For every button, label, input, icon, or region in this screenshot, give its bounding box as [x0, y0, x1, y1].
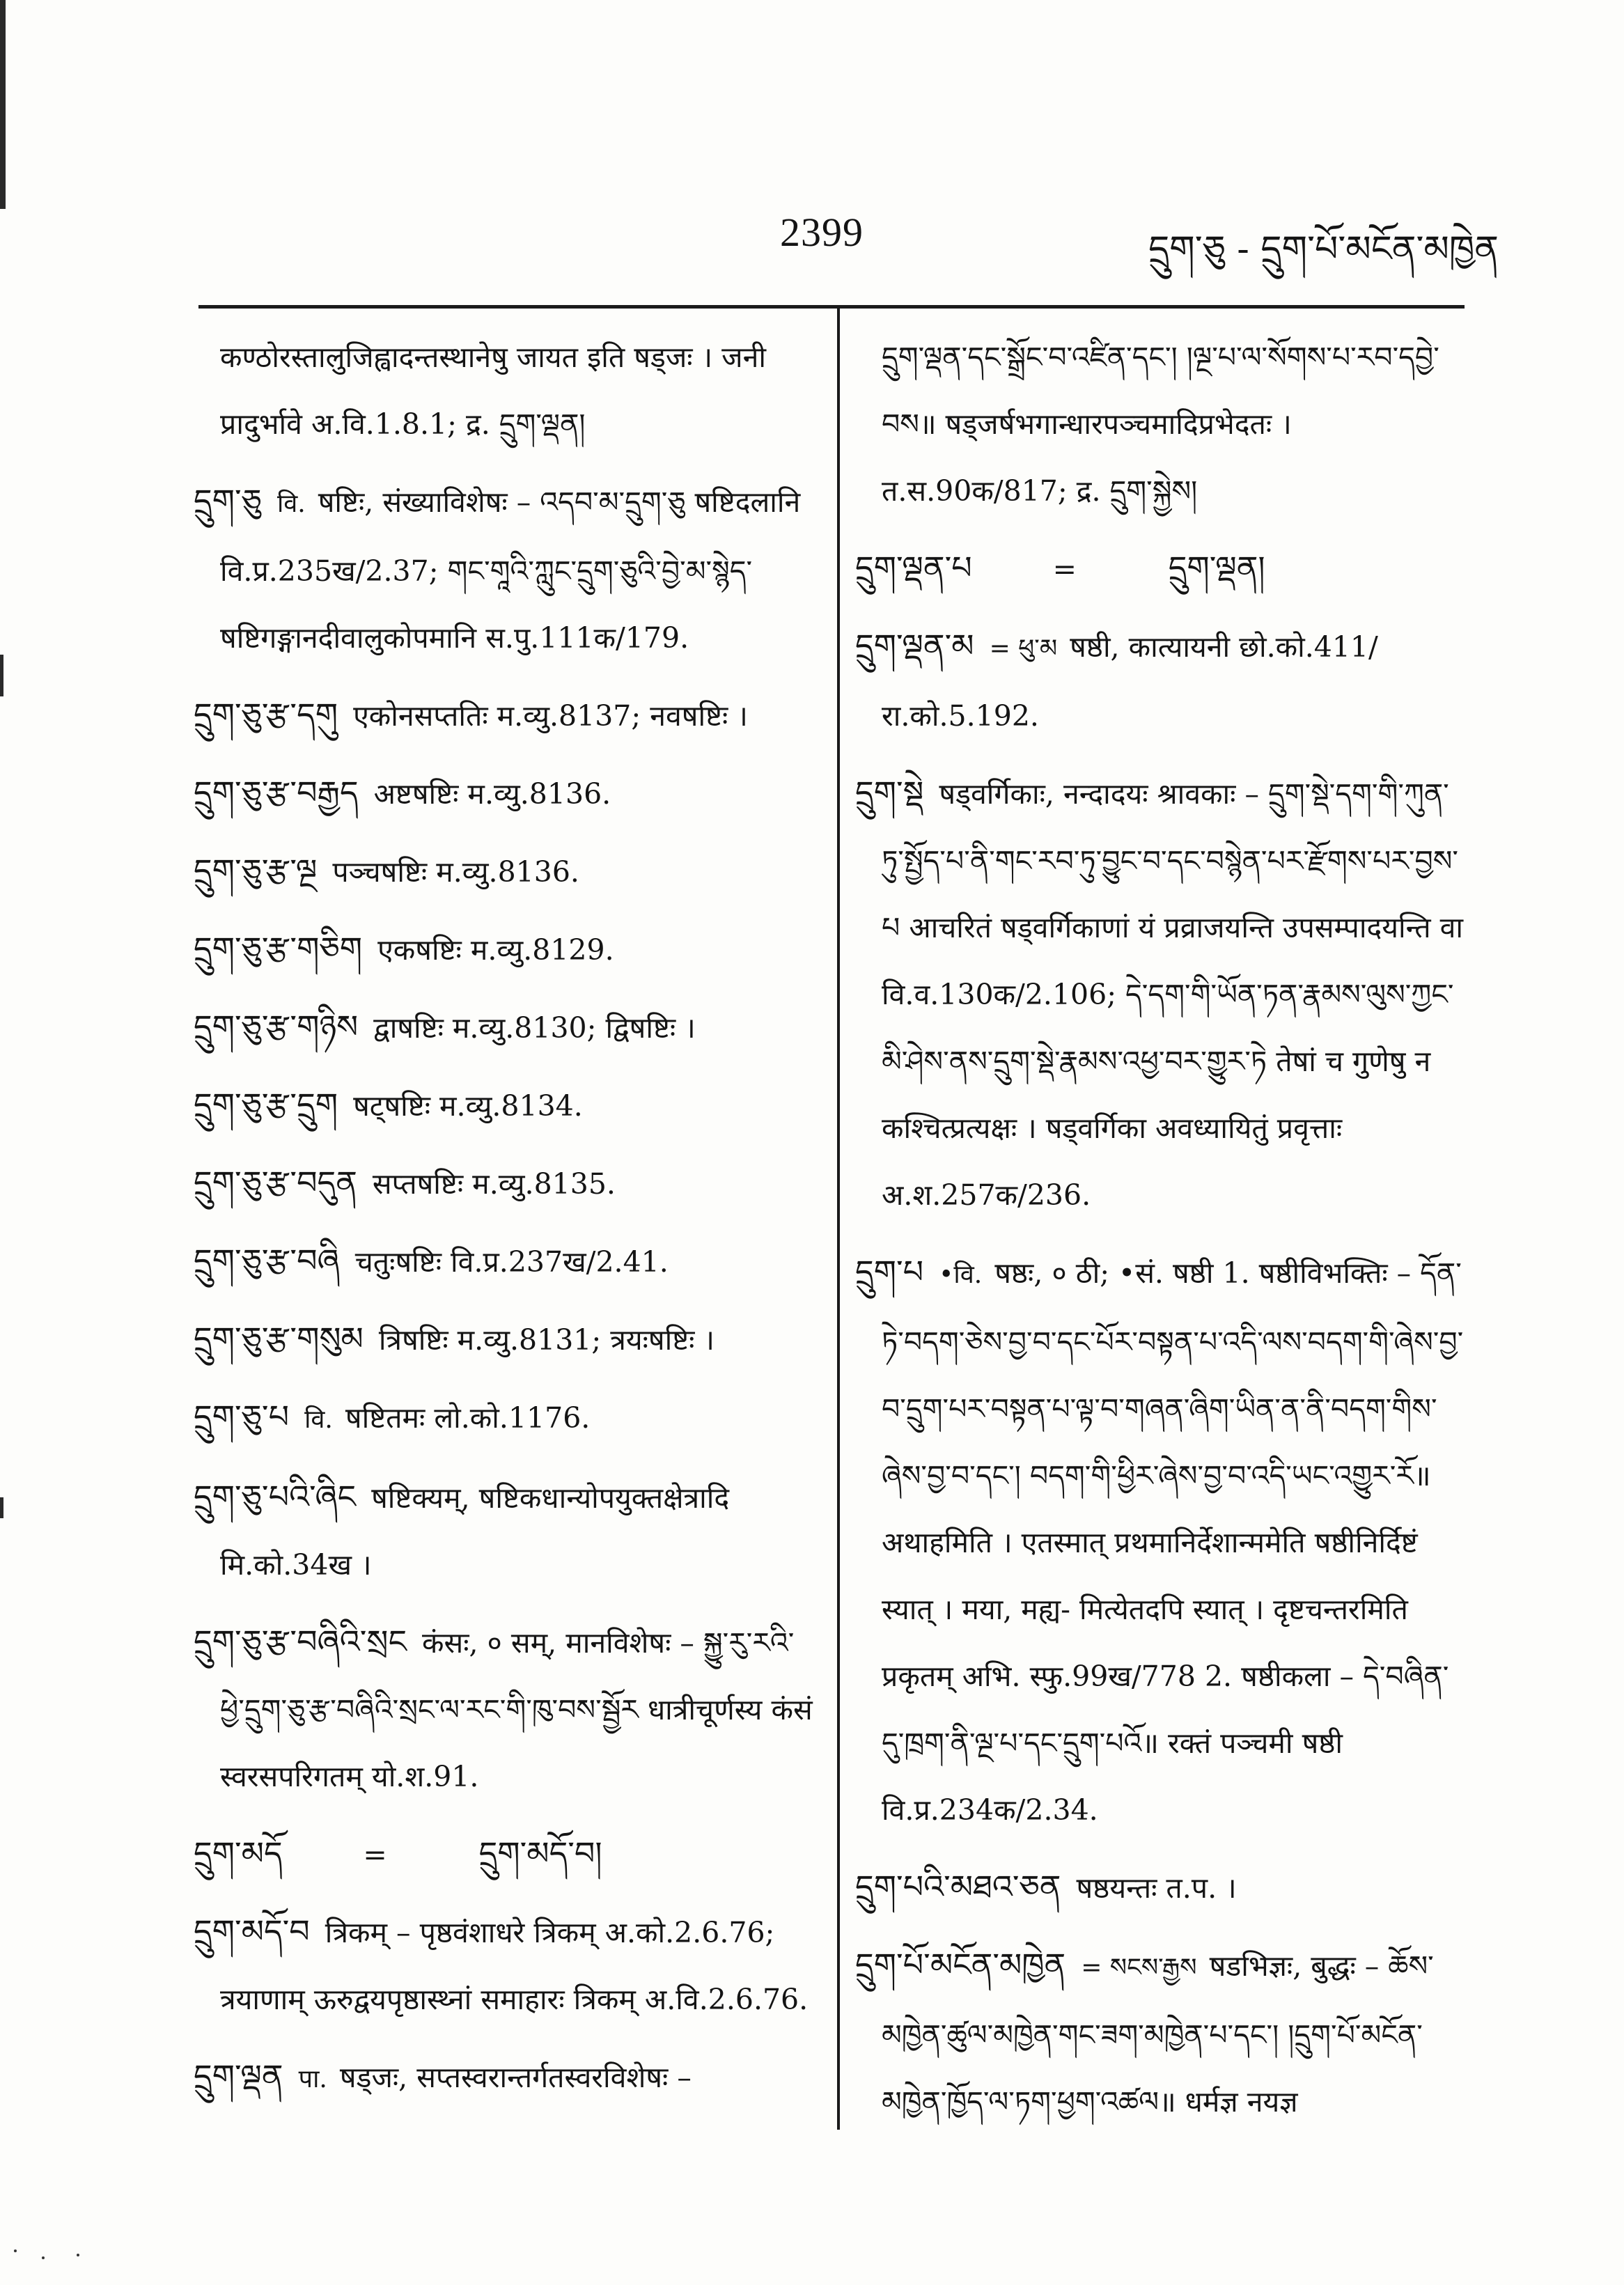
entry-definition: एकषष्टिः म.व्यु.8129. [377, 933, 614, 967]
dictionary-entry [194, 915, 813, 983]
dictionary-entry [855, 612, 1468, 749]
headword: དྲུག་པོ་མངོན་མཁྱེན [855, 1946, 1066, 1983]
dictionary-entry [194, 1463, 813, 1598]
entry-continuation: कण्ठोरस्तालुजिह्वादन्तस्थानेषु जायत इति षड्जः । जनी प्रादुर्भावे अ.वि.1.8.1; द्र. དྲུག་ལྡན། [220, 341, 766, 441]
headword: དྲུག་ཅུ་རྩ་གཉིས [194, 1008, 359, 1045]
headword: དྲུག་ལྡན་པ [855, 549, 972, 586]
headword: དྲུག་པ [855, 1253, 924, 1290]
headword: དྲུག་ཅུ་རྩ་བཞིའི་སྲང [194, 1623, 407, 1660]
headword: དྲུག་ལྡན [194, 2057, 283, 2095]
headword: དྲུག་ཅུ་རྩ་དྲུག [194, 1086, 338, 1123]
entry-definition: एकोनसप्ततिः म.व्यु.8137; नवषष्टिः । [353, 699, 748, 733]
entry-definition: सप्तषष्टिः म.व्यु.8135. [372, 1167, 616, 1201]
entry-definition: षष्ठयन्तः त.प. । [1076, 1871, 1237, 1905]
entry-definition: षड्जः, सप्तस्वरान्तर्गतस्वरविशेषः – [339, 2061, 692, 2094]
headword: དྲུག་ཅུ་པ [194, 1398, 290, 1435]
dictionary-entry [855, 759, 1468, 1229]
scan-edge-mark [0, 0, 6, 209]
right-column [855, 324, 1468, 2201]
headword: དྲུག་ཅུ་རྩ་དགུ [194, 696, 338, 733]
entry-definition: षट्षष्टिः म.व्यु.8134. [353, 1089, 583, 1123]
dictionary-entry [194, 1608, 813, 1810]
dictionary-entry [194, 759, 813, 827]
dictionary-entry [194, 1383, 813, 1453]
headword: དྲུག་ཅུ་རྩ་གསུམ [194, 1320, 364, 1357]
dictionary-entry [194, 1305, 813, 1373]
headword: དྲུག་ལྡན་མ [855, 627, 974, 664]
scan-edge-mark [0, 655, 3, 696]
dictionary-entry [855, 1853, 1468, 1921]
scan-speck [42, 2256, 45, 2259]
entry-definition: चतुःषष्टिः वि.प्र.237ख/2.41. [354, 1245, 669, 1279]
headword: དྲུག་པའི་མཐའ་ཅན [855, 1868, 1061, 1905]
page-number: 2399 [780, 210, 864, 255]
grammar-label: पा. [298, 2065, 327, 2093]
scan-speck [14, 2249, 17, 2252]
grammar-label: वि. [304, 1405, 333, 1434]
entry-definition: षडभिज्ञः, बुद्धः – ཆོས་མཁྱེན་ཚུལ་མཁྱེན་གང་ཟག་མཁྱེན་པ་དང་། །དྲུག་པོ་མངོན་མཁྱེན་ཁྱོད་ལ་ཏག་ཕྱག་འཚལ॥ धर्मज्ञ नयज्ञ [882, 1949, 1434, 2119]
entry-definition: द्वाषष्टिः म.व्यु.8130; द्विषष्टिः । [373, 1011, 696, 1045]
dictionary-entry [855, 1238, 1468, 1843]
running-head: དྲུག་ཅུ - དྲུག་པོ་མངོན་མཁྱེན [1148, 228, 1499, 270]
dictionary-entry [194, 1149, 813, 1217]
entry-definition: षष्टितमः लो.को.1176. [345, 1401, 591, 1435]
equals-sign: = [1052, 552, 1077, 586]
cross-reference-entry [194, 1820, 813, 1888]
dictionary-entry [194, 467, 813, 671]
dictionary-entry [194, 2043, 813, 2113]
cross-reference-entry [855, 534, 1468, 602]
entry-definition: पञ्चषष्टिः म.व्यु.8136. [332, 855, 579, 889]
cross-reference-target: དྲུག་མདོ་བ། [478, 1834, 602, 1872]
left-column [194, 324, 813, 2201]
headword: དྲུག་ཅུ་རྩ་ལྔ [194, 852, 318, 889]
dictionary-entry [194, 1071, 813, 1139]
entry-definition: षष्टिः, संख्याविशेषः – འདབ་མ་དྲུག་ཅུ षष्टिदलानि वि.प्र.235ख/2.37; གང་གཱའི་ཀླུང་དྲུག་ཅུའི་བྱེ་མ་སྙེད་ षष्टिगङ्गानदीवालुकोपमानि स.पु.111क/179. [220, 485, 801, 655]
column-divider [837, 305, 840, 2130]
grammar-label: •वि. [939, 1261, 983, 1289]
cross-reference-target: དྲུག་ལྡན། [1168, 549, 1265, 586]
dictionary-entry [194, 681, 813, 749]
grammar-label: वि. [276, 490, 306, 518]
headword: དྲུག་མདོ་བ [194, 1912, 310, 1950]
headword: དྲུག་ཅུ་པའི་ཞིང [194, 1478, 357, 1515]
entry-definition: षड्वर्गिकाः, नन्दादयः श्रावकाः – དྲུག་སྡེ་དག་གི་ཀུན་ཏུ་སྤྱོད་པ་ནི་གང་རབ་ཏུ་བྱུང་བ་དང་བསྙེན་པར་རྫོགས་པར་བྱས་པ आचरितं षड्वर्गिकाणां यं प्रव्राजयन्ति उपसम्पादयन्ति वा वि.व.130क/2.106; དེ་དག་གི་ཡོན་ཏན་རྣམས་ལུས་ཀྱང་མི་ཤེས་ནས་དྲུག་སྡེ་རྣམས་འཕྱ་བར་གྱུར་ཏེ तेषां च गुणेषु न कश्चित्प्रत्यक्षः । षड्वर्गिका अवध्यायितुं प्रवृत्ताः अ.श.257क/236. [882, 777, 1464, 1212]
headword: དྲུག་ཅུ [194, 482, 262, 520]
grammar-label: = སངས་རྒྱས [1081, 1953, 1197, 1982]
dictionary-entry [194, 993, 813, 1061]
entry-definition: त्रिषष्टिः म.व्यु.8131; त्रयःषष्टिः । [378, 1323, 715, 1357]
entry-definition: अष्टषष्टिः म.व्यु.8136. [373, 777, 611, 811]
headword: དྲུག་ཅུ་རྩ་བཞི [194, 1242, 340, 1279]
headword: དྲུག་སྡེ [855, 774, 924, 811]
headword: དྲུག་ཅུ་རྩ་གཅིག [194, 930, 363, 967]
scan-edge-mark [0, 1497, 3, 1518]
entry-continuation: དྲུག་ལྡན་དང་སྒྲོང་བ་འཛིན་དང་། །ལྔ་པ་ལ་སོགས་པ་རབ་དབྱེ་བས॥ षड्जर्षभगान्धारपञ्चमादिप्रभेदतः । त.स.90क/817; द्र. དྲུག་སྐྱེས། [882, 341, 1439, 508]
header-rule [198, 305, 1465, 309]
dictionary-entry [194, 1898, 813, 2033]
equals-sign: = [363, 1838, 387, 1871]
scan-speck [77, 2254, 79, 2256]
entry-definition: कंसः, ० सम्, मानविशेषः – སྐྱུ་རུ་རའི་ཕྱེ་དྲུག་ཅུ་རྩ་བཞིའི་སྲང་ལ་རང་གི་ཁུ་བས་སྦྱོར धात्रीचूर्णस्य कंसं स्वरसपरिगतम् यो.श.91. [220, 1626, 813, 1793]
entry-definition: षष्टिक्यम्, षष्टिकधान्योपयुक्तक्षेत्रादि मि.को.34ख । [220, 1481, 730, 1582]
headword: དྲུག་ཅུ་རྩ་བདུན [194, 1164, 357, 1201]
headword: དྲུག་ཅུ་རྩ་བརྒྱད [194, 774, 359, 811]
entry-definition: षष्ठी, कात्यायनी छो.को.411/रा.को.5.192. [882, 630, 1378, 733]
dictionary-entry [855, 1931, 1468, 2135]
grammar-label: = ཕུ་མ [989, 634, 1058, 663]
dictionary-entry [194, 1227, 813, 1295]
entry-definition: षष्ठः, ० ठी; •सं. षष्ठी 1. षष्ठीविभक्तिः – དོན་ཏེ་བདག་ཅེས་བྱ་བ་དང་པོར་བསྟན་པ་འདི་ལས་བདག་གི་ཞེས་བྱ་བ་དྲུག་པར་བསྟན་པ་ལྟ་བ་གཞན་ཞིག་ཡིན་ན་ནི་བདག་གིས་ཞེས་བྱ་བ་དང་། བདག་གི་ཕྱིར་ཞེས་བྱ་བ་འདི་ཡང་འགྱུར་རོ॥ अथाहमिति । एतस्मात् प्रथमानिर्देशान्ममेति षष्ठीनिर्दिष्टं स्यात् । मया, मह्य- मित्येतदपि स्यात् । दृष्टचन्तरमिति प्रकृतम् अभि. स्फु.99ख/778 2. षष्ठीकला – དེ་བཞིན་དུ་ཁྲག་ནི་ལྔ་པ་དང་དྲུག་པའོ॥ रक्तं पञ्चमी षष्ठी वि.प्र.234क/2.34. [882, 1256, 1464, 1827]
dictionary-entry [194, 837, 813, 905]
entry-definition: त्रिकम् – पृष्ठवंशाधरे त्रिकम् अ.को.2.6.76; त्रयाणाम् ऊरुद्वयपृष्ठास्थ्नां समाहारः त्रिकम् अ.वि.2.6.76. [220, 1916, 809, 2016]
headword: དྲུག་མདོ [194, 1834, 283, 1872]
